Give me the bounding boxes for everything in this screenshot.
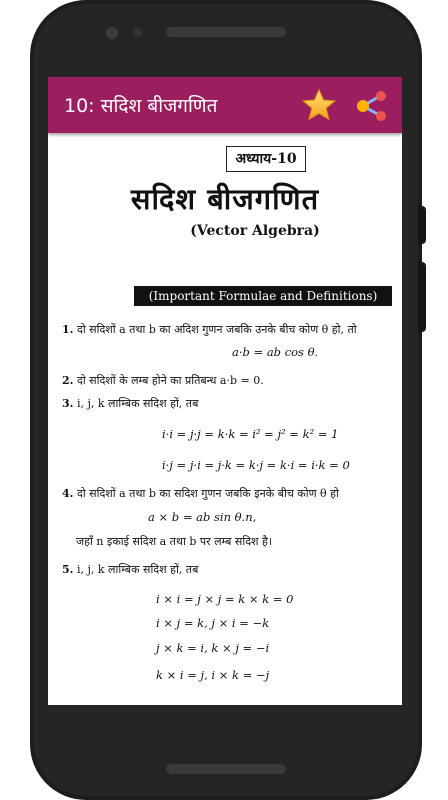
formula: i × i = j × j = k × k = 0 (156, 592, 294, 606)
formula: a × b = ab sin θ.n, (148, 510, 257, 524)
list-item: 2. दो सदिशों के लम्ब होने का प्रतिबन्ध a·b = 0. (62, 374, 264, 387)
proximity-sensor (133, 28, 142, 37)
list-item-note: जहाँ n इकाई सदिश a तथा b पर लम्ब सदिश है। (76, 535, 273, 548)
formula: i·i = j·j = k·k = i² = j² = k² = 1 (162, 427, 339, 441)
share-icon[interactable] (354, 88, 390, 124)
list-item: 1. दो सदिशों a तथा b का अदिश गुणन जबकि उनके बीच कोण θ हो, तो (62, 323, 357, 336)
formula: i × j = k, j × i = −k (156, 616, 270, 630)
list-item: 4. दो सदिशों a तथा b का सदिश गुणन जबकि इनके बीच कोण θ हो (62, 487, 339, 500)
screen (48, 77, 402, 705)
volume-button (418, 206, 426, 244)
list-item: 5. i, j, k लाम्बिक सदिश हों, तब (62, 563, 199, 576)
chapter-label: अध्याय-10 (226, 146, 306, 172)
chapter-subtitle: (Vector Algebra) (190, 223, 320, 239)
textbook-page (48, 133, 402, 705)
power-button (418, 262, 426, 332)
section-banner: (Important Formulae and Definitions) (134, 286, 392, 306)
formula: i·j = j·i = j·k = k·j = k·i = i·k = 0 (162, 458, 350, 472)
app-title: 10: सदिश बीजगणित (64, 95, 218, 117)
bottom-speaker (166, 764, 286, 774)
earpiece-speaker (166, 27, 286, 37)
formula: k × i = j, i × k = −j (156, 668, 270, 682)
list-item: 3. i, j, k लाम्बिक सदिश हों, तब (62, 397, 199, 410)
formula: a·b = ab cos θ. (232, 345, 319, 359)
front-camera (106, 27, 118, 39)
formula: j × k = i, k × j = −i (156, 641, 270, 655)
chapter-title: सदिश बीजगणित (130, 182, 320, 216)
app-bar (48, 77, 402, 133)
star-icon[interactable] (302, 88, 336, 122)
